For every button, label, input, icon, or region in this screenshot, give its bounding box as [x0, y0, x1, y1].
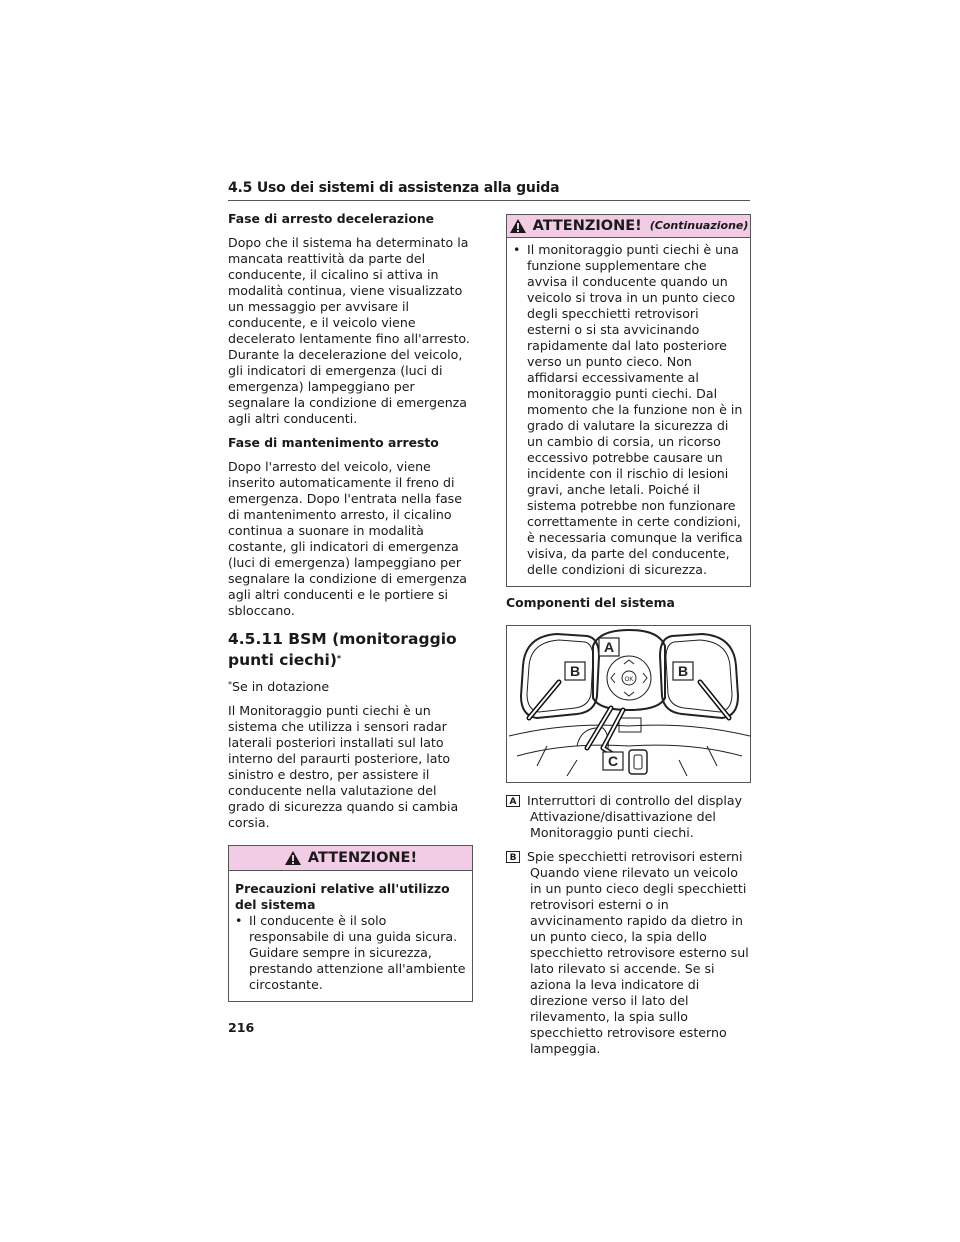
warning-box — [228, 845, 473, 1002]
label-c: C — [607, 753, 619, 769]
warning-bullet — [235, 913, 466, 993]
footnote-text: Se in dotazione — [232, 679, 330, 694]
legend-item-a — [506, 793, 751, 841]
warning-title: ATTENZIONE! — [532, 218, 642, 234]
label-a: A — [603, 639, 615, 655]
section-divider — [228, 200, 750, 201]
legend-text-b — [527, 849, 751, 1057]
warning-body — [229, 871, 472, 1001]
legend-b-description: Quando viene rilevato un veicolo in un punto cieco degli specchietti retrovisori esterni o in avvicinamento rapido da dietro in un punto cieco, la spia dello specchietto retrovisore esterno sul lato rilevato si accende. Se si aziona la leva indicatore di direzione verso il lato del rilevamento, la spia sullo specchietto retrovisore esterno lampeggia. — [530, 865, 749, 1056]
components-heading: Componenti del sistema — [506, 595, 675, 610]
bullet-dot: • — [513, 242, 521, 257]
legend-key-a: A — [506, 795, 520, 807]
legend-text-a — [527, 793, 751, 841]
label-b-left: B — [569, 663, 581, 679]
warning-box-continued — [506, 214, 751, 587]
right-column — [506, 214, 751, 1057]
footnote — [228, 679, 473, 695]
label-b-right: B — [677, 663, 689, 679]
section-title: 4.5 Uso dei sistemi di assistenza alla guida — [228, 180, 560, 196]
bsm-heading-mark: * — [336, 654, 342, 663]
warning-subtitle: Precauzioni relative all'utilizzo del sistema — [235, 881, 450, 912]
bsm-heading-text: 4.5.11 BSM (monitoraggio punti ciechi) — [228, 630, 457, 669]
page-number: 216 — [228, 1020, 255, 1035]
footnote-mark: * — [228, 680, 232, 689]
subheading-stop-hold: Fase di mantenimento arresto — [228, 435, 439, 450]
warning-bullet-text: Il conducente è il solo responsabile di una guida sicura. Guidare sempre in sicurezza, prestando attenzione all'ambiente circostante. — [249, 913, 466, 992]
legend-a-title: Interruttori di controllo del display — [527, 793, 743, 808]
subheading-stop-deceleration: Fase di arresto decelerazione — [228, 211, 435, 226]
warning-header-continued — [507, 215, 750, 238]
warning-header — [229, 846, 472, 871]
legend-b-title: Spie specchietti retrovisori esterni — [527, 849, 743, 864]
warning-triangle-icon — [284, 850, 302, 866]
bullet-dot: • — [235, 913, 243, 928]
warning-body-continued — [507, 238, 750, 586]
legend-key-b: B — [506, 851, 520, 863]
paragraph-stop-deceleration: Dopo che il sistema ha determinato la mancata reattività da parte del conducente, il cicalino si attiva in modalità continua, viene visualizzato un messaggio per avvisare il conducente, e il veicolo viene decelerato lentamente fino all'arresto. Durante la decelerazione del veicolo, gli indicatori di emergenza (luci di emergenza) lampeggiano per segnalare la condizione di emergenza agli altri conducenti. — [228, 235, 470, 426]
ok-label: OK — [624, 677, 634, 683]
warning-bullet — [513, 242, 744, 578]
bsm-heading — [228, 629, 473, 671]
paragraph-stop-hold: Dopo l'arresto del veicolo, viene inserito automaticamente il freno di emergenza. Dopo l'entrata nella fase di mantenimento arresto, il cicalino continua a suonare in modalità costante, gli indicatori di emergenza (luci di emergenza) lampeggiano per segnalare la condizione di emergenza agli altri conducenti e le portiere si sbloccano. — [228, 459, 468, 618]
components-illustration — [506, 625, 751, 783]
warning-title: ATTENZIONE! — [307, 850, 418, 866]
legend-item-b — [506, 849, 751, 1057]
paragraph-bsm-intro: Il Monitoraggio punti ciechi è un sistema che utilizza i sensori radar laterali posteriori installati sul lato interno del paraurti posteriore, lato sinistro e destro, per assistere il conducente nella valutazione del grado di sicurezza quando si cambia corsia. — [228, 703, 459, 830]
warning-bullet-text: Il monitoraggio punti ciechi è una funzione supplementare che avvisa il conducente quando un veicolo si trova in un punto cieco degli specchietti retrovisori esterni o si sta avvicinando rapidamente dal lato posteriore verso un punto cieco. Non affidarsi eccessivamente al monitoraggio punti ciechi. Dal momento che la funzione non è in grado di valutare la sicurezza di un cambio di corsia, un ricorso eccessivo potrebbe causare un incidente con il rischio di lesioni gravi, anche letali. Poiché il sistema potrebbe non funzionare correttamente in certe condizioni, è necessaria comunque la verifica visiva, da parte del conducente, delle condizioni di sicurezza. — [527, 242, 743, 577]
warning-triangle-icon — [509, 218, 527, 234]
left-column — [228, 211, 473, 1002]
warning-continuation: (Continuazione) — [649, 219, 749, 232]
legend-a-description: Attivazione/disattivazione del Monitoraggio punti ciechi. — [530, 809, 716, 840]
